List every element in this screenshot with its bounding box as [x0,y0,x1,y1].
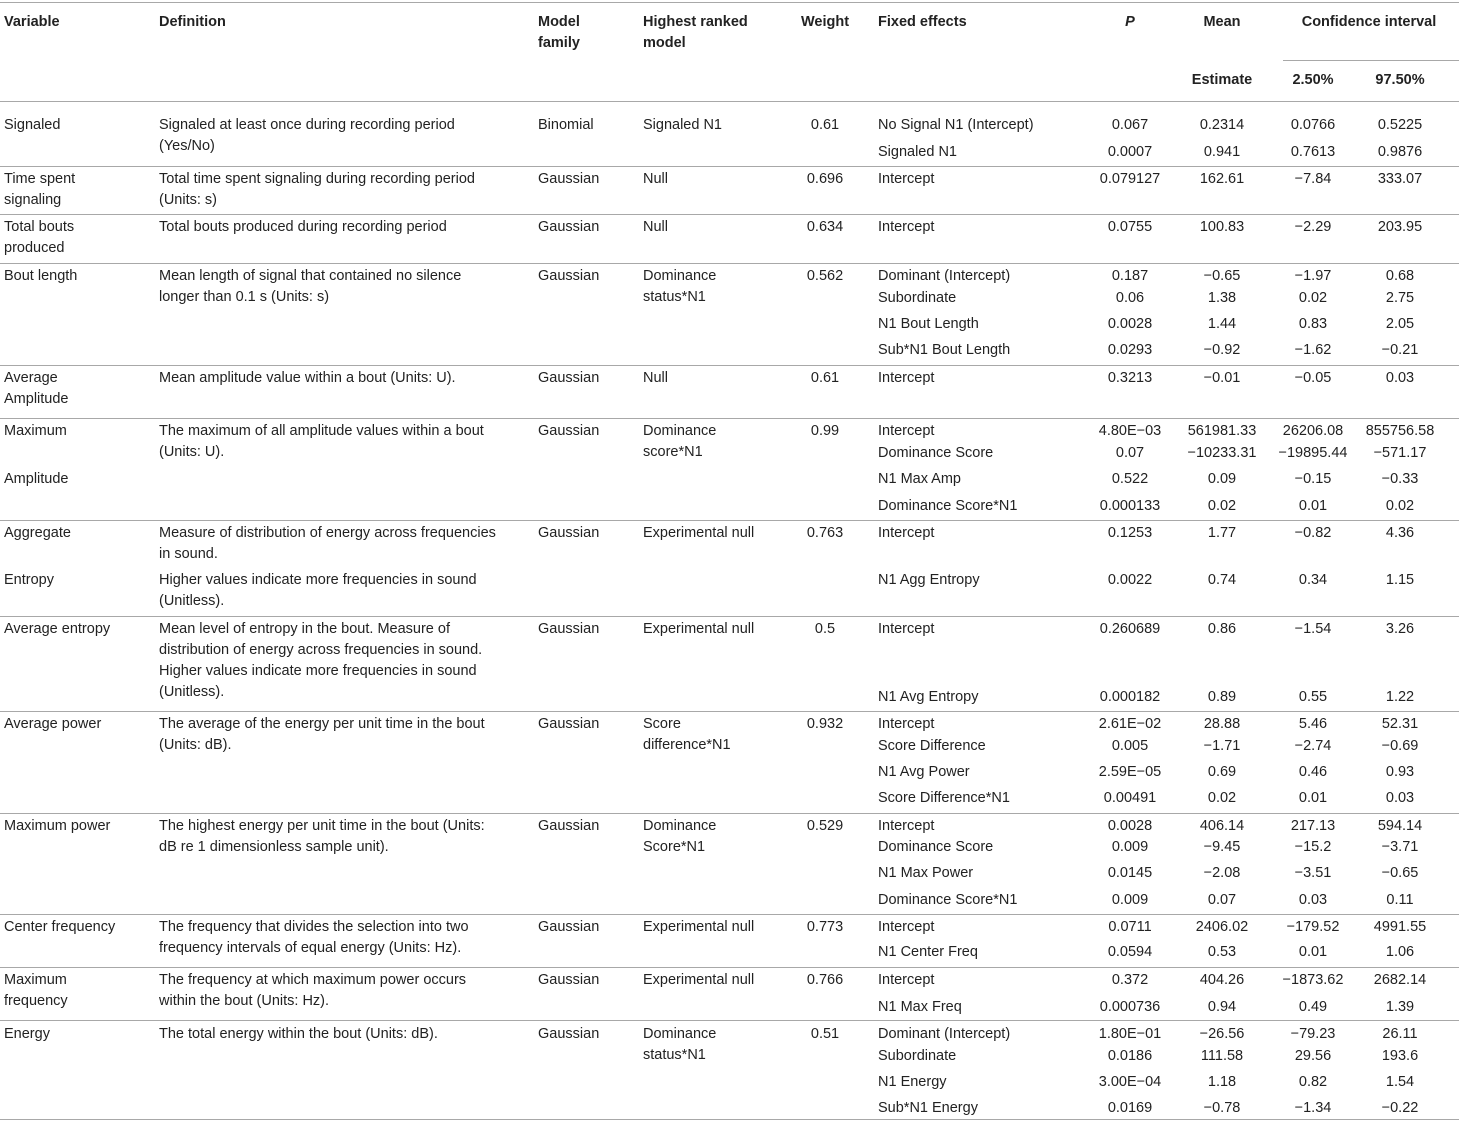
row-separator [0,616,1459,617]
row-weight: 0.766 [806,972,844,988]
effect-mean-estimate: −9.45 [1203,839,1241,855]
row-definition: Measure of distribution of energy across frequencies in sound. [159,525,496,562]
effect-ci-high: −0.22 [1381,1100,1419,1116]
row-separator [0,914,1459,915]
effect-ci-high: 0.03 [1385,370,1415,386]
effect-p-value: 0.0594 [1107,944,1153,960]
effect-ci-low: 0.7613 [1290,144,1336,160]
effect-name: N1 Avg Entropy [878,689,979,705]
row-separator [0,166,1459,167]
row-weight: 0.763 [806,525,844,541]
effect-mean-estimate: 0.53 [1207,944,1237,960]
effect-mean-estimate: 0.94 [1207,999,1237,1015]
effect-mean-estimate: −1.71 [1203,738,1241,754]
row-highest-ranked-model: Dominance score*N1 [643,423,717,460]
row-highest-ranked-model: Null [643,171,668,187]
row-variable: Aggregate [4,525,71,541]
row-definition: The total energy within the bout (Units: dB). [159,1026,438,1042]
row-weight: 0.562 [806,268,844,284]
row-weight: 0.932 [806,716,844,732]
row-weight: 0.773 [806,919,844,935]
effect-ci-high: −0.21 [1381,342,1419,358]
effect-p-value: 0.0007 [1107,144,1153,160]
effect-name: N1 Agg Entropy [878,572,980,588]
effect-p-value: 0.00491 [1103,790,1157,806]
effect-ci-high: −0.69 [1381,738,1419,754]
effect-name: Dominance Score*N1 [878,892,1018,908]
effect-p-value: 0.009 [1111,839,1149,855]
effect-name: Dominance Score [878,839,994,855]
effect-ci-low: −1873.62 [1282,972,1344,988]
effect-p-value: 0.0293 [1107,342,1153,358]
row-separator [0,813,1459,814]
effect-mean-estimate: 0.69 [1207,764,1237,780]
row-definition: Total time spent signaling during recording period (Units: s) [159,171,475,208]
effect-mean-estimate: 111.58 [1200,1048,1244,1064]
row-weight: 0.51 [810,1026,840,1042]
effect-mean-estimate: 1.18 [1207,1074,1237,1090]
effect-name: Sub*N1 Energy [878,1100,978,1116]
effect-ci-low: −2.74 [1294,738,1332,754]
effect-name: Dominant (Intercept) [878,1026,1011,1042]
effect-p-value: 0.0028 [1107,818,1153,834]
effect-ci-low: −1.97 [1294,268,1332,284]
effect-ci-low: −79.23 [1290,1026,1336,1042]
header-p: P [1125,14,1135,30]
row-variable: Average entropy [4,621,111,637]
row-definition: Mean amplitude value within a bout (Units: U). [159,370,456,386]
effect-ci-low: −19895.44 [1278,445,1348,461]
row-variable: Maximum power [4,818,111,834]
row-variable: Bout length [4,268,78,284]
effect-p-value: 0.260689 [1099,621,1161,637]
effect-ci-high: 0.02 [1385,498,1415,514]
effect-ci-low: 0.02 [1298,290,1328,306]
effect-ci-low: −15.2 [1294,839,1332,855]
row-model-family: Gaussian [538,972,600,988]
row-model-family: Gaussian [538,370,600,386]
row-highest-ranked-model: Dominance status*N1 [643,268,717,305]
row-highest-ranked-model: Signaled N1 [643,117,722,133]
effect-ci-high: −0.65 [1381,865,1419,881]
row-highest-ranked-model: Null [643,370,668,386]
header-fixed-effects: Fixed effects [878,14,967,30]
row-definition: The frequency that divides the selection into two frequency intervals of equal energy (Units: Hz). [159,919,469,956]
header-weight: Weight [800,14,850,30]
effect-p-value: 0.0711 [1108,919,1152,935]
row-model-family: Gaussian [538,219,600,235]
effect-name: N1 Max Power [878,865,974,881]
row-model-family: Gaussian [538,621,600,637]
row-highest-ranked-model: Score difference*N1 [643,716,731,753]
effect-ci-high: 2682.14 [1373,972,1427,988]
header-mean: Mean [1203,14,1241,30]
effect-name: Intercept [878,919,935,935]
row-highest-ranked-model: Experimental null [643,972,755,988]
effect-p-value: 3.00E−04 [1098,1074,1162,1090]
effect-ci-high: 52.31 [1381,716,1419,732]
row-variable: Average power [4,716,102,732]
effect-mean-estimate: 1.44 [1207,316,1237,332]
effect-name: Subordinate [878,1048,957,1064]
effect-p-value: 0.0028 [1107,316,1153,332]
effect-name: Intercept [878,219,935,235]
table-top-rule [0,2,1459,3]
effect-ci-high: 1.15 [1385,572,1415,588]
effect-ci-high: −0.33 [1381,471,1419,487]
row-highest-ranked-model: Dominance Score*N1 [643,818,717,855]
effect-p-value: 0.0755 [1107,219,1153,235]
effect-name: N1 Center Freq [878,944,978,960]
effect-p-value: 0.0022 [1107,572,1153,588]
effect-p-value: 2.61E−02 [1098,716,1162,732]
effect-ci-low: 0.0766 [1290,117,1336,133]
effect-ci-high: 0.9876 [1377,144,1423,160]
effect-ci-low: 0.01 [1298,498,1328,514]
row-model-family: Gaussian [538,268,600,284]
effect-ci-high: 855756.58 [1365,423,1435,439]
effect-ci-low: 0.03 [1298,892,1328,908]
row-separator [0,263,1459,264]
row-highest-ranked-model: Null [643,219,668,235]
effect-ci-low: −1.54 [1294,621,1332,637]
table-bottom-rule [0,1119,1459,1120]
effect-ci-high: 26.11 [1382,1026,1418,1042]
effect-ci-low: 0.01 [1298,944,1328,960]
effect-ci-low: 0.55 [1298,689,1328,705]
row-definition: Mean length of signal that contained no silence longer than 0.1 s (Units: s) [159,268,462,305]
header-bottom-rule [0,101,1459,102]
effect-ci-high: 594.14 [1377,818,1423,834]
row-definition: The maximum of all amplitude values within a bout (Units: U). [159,423,484,460]
effect-ci-high: 193.6 [1381,1048,1419,1064]
row-weight: 0.5 [814,621,836,637]
row-variable: Average Amplitude [4,370,69,407]
header-mean-estimate: Estimate [1191,72,1253,88]
effect-name: Intercept [878,716,935,732]
effect-p-value: 0.0169 [1107,1100,1153,1116]
effect-ci-low: 5.46 [1298,716,1328,732]
effect-mean-estimate: −0.78 [1203,1100,1241,1116]
effect-ci-high: −3.71 [1381,839,1419,855]
effect-p-value: 1.80E−01 [1098,1026,1162,1042]
effect-ci-high: 0.03 [1385,790,1415,806]
effect-ci-low: −7.84 [1294,171,1332,187]
effect-ci-high: 1.22 [1385,689,1415,705]
effect-ci-high: 0.5225 [1377,117,1423,133]
header-confidence-interval: Confidence interval [1301,14,1437,30]
effect-ci-low: −179.52 [1286,919,1340,935]
row-definition: The average of the energy per unit time in the bout (Units: dB). [159,716,485,753]
effect-name: Subordinate [878,290,957,306]
effect-name: Dominance Score*N1 [878,498,1018,514]
effect-p-value: 0.187 [1111,268,1149,284]
effect-p-value: 0.06 [1115,290,1145,306]
effect-p-value: 0.1253 [1107,525,1153,541]
row-variable: Signaled [4,117,61,133]
header-variable: Variable [4,14,60,30]
effect-name: Score Difference*N1 [878,790,1010,806]
effect-ci-low: 29.56 [1294,1048,1332,1064]
effect-mean-estimate: 2406.02 [1195,919,1249,935]
effect-ci-high: 1.39 [1385,999,1415,1015]
effect-name: Intercept [878,423,935,439]
row-model-family: Gaussian [538,716,600,732]
effect-name: N1 Max Freq [878,999,962,1015]
effect-name: Intercept [878,621,935,637]
effect-mean-estimate: −10233.31 [1187,445,1257,461]
effect-name: Intercept [878,972,935,988]
effect-name: N1 Energy [878,1074,947,1090]
effect-name: Signaled N1 [878,144,957,160]
effect-p-value: 0.000133 [1099,498,1161,514]
effect-mean-estimate: 561981.33 [1187,423,1257,439]
effect-p-value: 0.079127 [1099,171,1161,187]
effect-ci-high: −571.17 [1373,445,1427,461]
header-ci-low: 2.50% [1292,72,1334,88]
effect-p-value: 0.005 [1111,738,1149,754]
row-definition: The frequency at which maximum power occurs within the bout (Units: Hz). [159,972,467,1009]
effect-ci-low: −3.51 [1294,865,1332,881]
effect-mean-estimate: 1.38 [1207,290,1237,306]
effect-ci-high: 1.54 [1385,1074,1415,1090]
effect-ci-low: −0.15 [1294,471,1332,487]
row-separator [0,1020,1459,1021]
row-variable: Center frequency [4,919,116,935]
row-separator [0,214,1459,215]
effect-name: Intercept [878,818,935,834]
effect-mean-estimate: 0.09 [1207,471,1237,487]
effect-name: Intercept [878,370,935,386]
effect-ci-low: 0.46 [1298,764,1328,780]
effect-mean-estimate: 0.02 [1207,498,1237,514]
row-separator [0,418,1459,419]
row-model-family: Gaussian [538,525,600,541]
effect-mean-estimate: 1.77 [1207,525,1237,541]
effect-mean-estimate: −0.65 [1203,268,1241,284]
effect-ci-low: −0.82 [1294,525,1332,541]
effect-ci-high: 333.07 [1377,171,1423,187]
row-weight: 0.634 [806,219,844,235]
header-definition: Definition [159,14,226,30]
effect-name: N1 Avg Power [878,764,970,780]
effect-ci-high: 203.95 [1377,219,1423,235]
row-definition: Mean level of entropy in the bout. Measure of distribution of energy across frequencies in sound. Higher values indicate more frequencies in sound (Unitless). [159,621,483,700]
effect-mean-estimate: 0.89 [1207,689,1237,705]
effect-ci-high: 4991.55 [1373,919,1427,935]
header-highest-ranked-model: Highest ranked model [643,14,748,51]
effect-name: N1 Bout Length [878,316,979,332]
effect-ci-high: 3.26 [1385,621,1415,637]
effect-ci-high: 0.11 [1386,892,1414,908]
row-model-family: Gaussian [538,1026,600,1042]
effect-ci-low: −1.34 [1294,1100,1332,1116]
row-definition-continued: Higher values indicate more frequencies in sound (Unitless). [159,572,477,609]
effect-p-value: 4.80E−03 [1098,423,1162,439]
effect-mean-estimate: 0.74 [1207,572,1237,588]
row-weight: 0.696 [806,171,844,187]
row-variable: Maximum frequency [4,972,68,1009]
effect-ci-low: 217.13 [1290,818,1336,834]
row-model-family: Gaussian [538,423,600,439]
effect-mean-estimate: 28.88 [1203,716,1241,732]
effect-mean-estimate: 0.07 [1207,892,1237,908]
effect-name: Intercept [878,171,935,187]
effect-mean-estimate: 0.02 [1207,790,1237,806]
effect-p-value: 2.59E−05 [1098,764,1162,780]
effect-ci-low: −0.05 [1294,370,1332,386]
effect-ci-low: 0.82 [1298,1074,1328,1090]
effect-ci-low: 0.83 [1298,316,1328,332]
row-variable: Maximum [4,423,67,439]
effect-name: Dominance Score [878,445,994,461]
effect-name: Intercept [878,525,935,541]
row-highest-ranked-model: Dominance status*N1 [643,1026,717,1063]
row-model-family: Gaussian [538,919,600,935]
effect-mean-estimate: 100.83 [1199,219,1245,235]
row-variable-continued: Entropy [4,572,54,588]
effect-name: No Signal N1 (Intercept) [878,117,1034,133]
effect-ci-low: 0.01 [1298,790,1328,806]
effect-mean-estimate: −0.01 [1203,370,1241,386]
row-weight: 0.99 [810,423,840,439]
effect-p-value: 0.067 [1111,117,1149,133]
row-separator [0,967,1459,968]
effect-p-value: 0.522 [1111,471,1149,487]
effect-ci-high: 2.75 [1385,290,1415,306]
effect-ci-low: −2.29 [1294,219,1332,235]
effect-name: Sub*N1 Bout Length [878,342,1011,358]
row-highest-ranked-model: Experimental null [643,525,755,541]
effect-ci-low: −1.62 [1294,342,1332,358]
effect-ci-low: 0.34 [1298,572,1328,588]
header-model-family: Model family [538,14,580,51]
effect-mean-estimate: −2.08 [1203,865,1241,881]
header-ci-high: 97.50% [1375,72,1425,88]
effect-p-value: 0.0186 [1107,1048,1153,1064]
effect-p-value: 0.372 [1111,972,1149,988]
effect-ci-high: 0.68 [1385,268,1415,284]
effect-p-value: 0.000182 [1099,689,1161,705]
effect-mean-estimate: 162.61 [1199,171,1245,187]
effect-p-value: 0.07 [1115,445,1145,461]
effect-p-value: 0.009 [1111,892,1149,908]
effect-ci-high: 4.36 [1385,525,1415,541]
row-variable: Time spent signaling [4,171,76,208]
row-highest-ranked-model: Experimental null [643,621,755,637]
row-variable: Total bouts produced [4,219,75,256]
row-model-family: Binomial [538,117,594,133]
row-definition: Signaled at least once during recording period (Yes/No) [159,117,455,154]
row-separator [0,711,1459,712]
effect-p-value: 0.000736 [1099,999,1161,1015]
effect-mean-estimate: −26.56 [1199,1026,1245,1042]
row-highest-ranked-model: Experimental null [643,919,755,935]
row-variable: Energy [4,1026,50,1042]
row-model-family: Gaussian [538,818,600,834]
effect-mean-estimate: 0.941 [1203,144,1241,160]
row-definition: Total bouts produced during recording period [159,219,447,235]
row-weight: 0.529 [806,818,844,834]
effect-name: Dominant (Intercept) [878,268,1011,284]
effect-p-value: 0.3213 [1107,370,1153,386]
effect-ci-high: 0.93 [1385,764,1415,780]
effect-p-value: 0.0145 [1107,865,1153,881]
effect-mean-estimate: 0.2314 [1199,117,1245,133]
ci-header-rule [1283,60,1459,61]
row-model-family: Gaussian [538,171,600,187]
effect-ci-high: 1.06 [1385,944,1415,960]
effect-mean-estimate: 406.14 [1199,818,1245,834]
effect-ci-high: 2.05 [1385,316,1415,332]
row-weight: 0.61 [810,117,840,133]
row-definition: The highest energy per unit time in the bout (Units: dB re 1 dimensionless sample unit). [159,818,485,855]
effect-ci-low: 26206.08 [1282,423,1344,439]
effect-ci-low: 0.49 [1298,999,1328,1015]
effect-mean-estimate: 404.26 [1199,972,1245,988]
effect-mean-estimate: 0.86 [1207,621,1237,637]
effect-mean-estimate: −0.92 [1203,342,1241,358]
effect-name: Score Difference [878,738,986,754]
row-separator [0,520,1459,521]
row-weight: 0.61 [810,370,840,386]
row-separator [0,365,1459,366]
row-variable-continued: Amplitude [4,471,69,487]
effect-name: N1 Max Amp [878,471,961,487]
